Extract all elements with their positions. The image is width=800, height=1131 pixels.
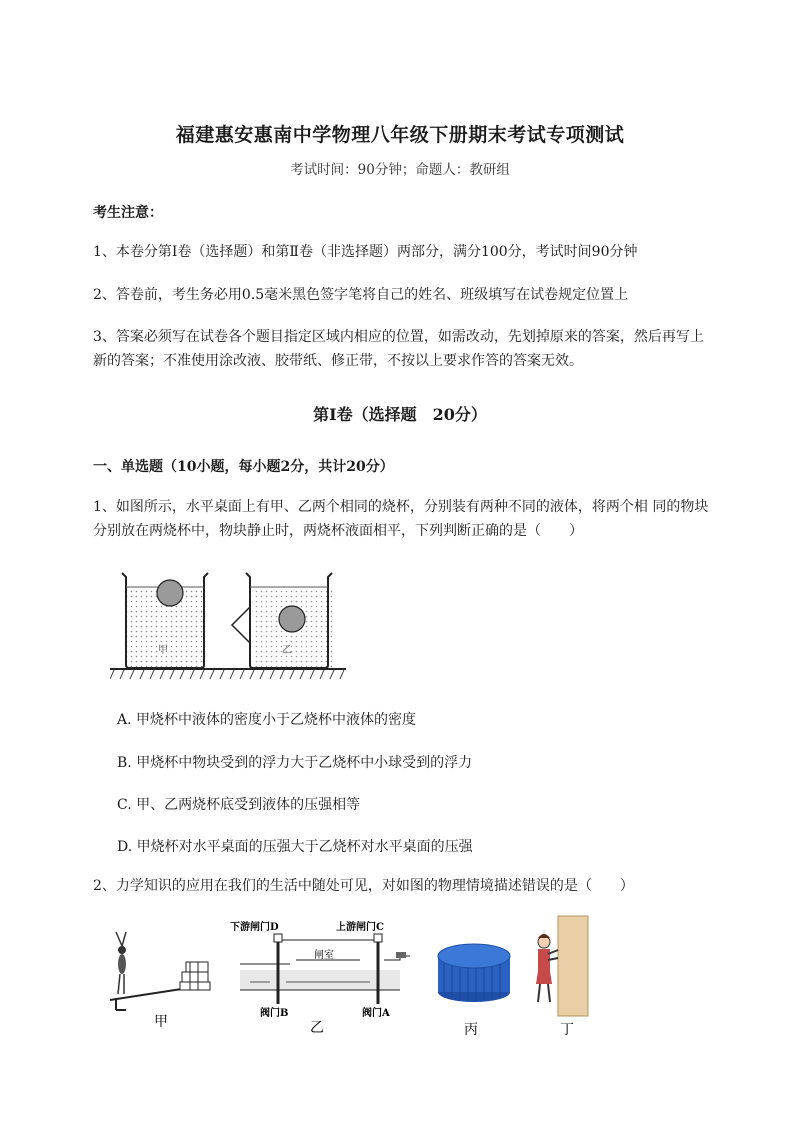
option-b[interactable]: B. 甲烧杯中物块受到的浮力大于乙烧杯中小球受到的浮力	[117, 755, 473, 771]
question-1-stem: 1、如图所示，水平桌面上有甲、乙两个相同的烧杯，分别装有两种不同的液体，将两个相 同的物块分别放在两烧杯中，物块静止时，两烧杯液面相平，下列判断正确的是（ ）	[93, 499, 709, 539]
valve-a-label: 阀门A	[362, 1008, 390, 1019]
page-title: 福建惠安惠南中学物理八年级下册期末考试专项测试	[175, 124, 625, 146]
diver-illustration	[110, 932, 210, 1010]
notice-item-2: 2、答卷前，考生务必用0.5毫米黑色签字笔将自己的姓名、班级填写在试卷规定位置上	[93, 287, 629, 303]
ship-lock-diagram	[230, 920, 410, 1019]
mechanics-figure	[100, 912, 600, 1042]
exam-info: 考试时间：90分钟；命题人：教研组	[290, 162, 510, 178]
bottle-cap-illustration	[438, 944, 510, 1002]
notice-heading: 考生注意：	[93, 205, 163, 221]
section-title: 第I卷（选择题 20分）	[313, 405, 487, 424]
chamber-label: 闸室	[314, 950, 334, 961]
gate-d-label: 下游闸门D	[230, 922, 279, 933]
beaker-yi	[232, 573, 332, 668]
person-pushing-wall-illustration	[536, 916, 588, 1016]
option-c[interactable]: C. 甲、乙两烧杯底受到液体的压强相等	[117, 797, 361, 813]
notice-item-1: 1、本卷分第I卷（选择题）和第Ⅱ卷（非选择题）两部分，满分100分，考试时间90分钟	[93, 244, 638, 260]
gate-c-label: 上游闸门C	[336, 922, 384, 933]
part-heading: 一、单选题（10小题，每小题2分，共计20分）	[93, 459, 394, 475]
notice-item-3: 3、答案必须写在试卷各个题目指定区域内相应的位置，如需改动，先划掉原来的答案，然后再写上新的答案；不准使用涂改液、胶带纸、修正带，不按以上要求作答的答案无效。	[93, 329, 704, 369]
beakers-figure	[110, 565, 350, 685]
beaker-label-jia: 甲	[158, 645, 168, 656]
caption-bing: 丙	[464, 1022, 478, 1038]
beaker-label-yi: 乙	[282, 645, 292, 656]
caption-jia: 甲	[154, 1014, 168, 1030]
option-a[interactable]: A. 甲烧杯中液体的密度小于乙烧杯中液体的密度	[117, 712, 417, 728]
caption-ding: 丁	[560, 1022, 574, 1038]
option-d[interactable]: D. 甲烧杯对水平桌面的压强大于乙烧杯对水平桌面的压强	[117, 839, 473, 855]
question-2-stem: 2、力学知识的应用在我们的生活中随处可见，对如图的物理情境描述错误的是（ ）	[93, 878, 634, 894]
caption-yi: 乙	[310, 1020, 324, 1036]
valve-b-label: 阀门B	[260, 1008, 289, 1019]
beaker-jia	[122, 573, 208, 668]
